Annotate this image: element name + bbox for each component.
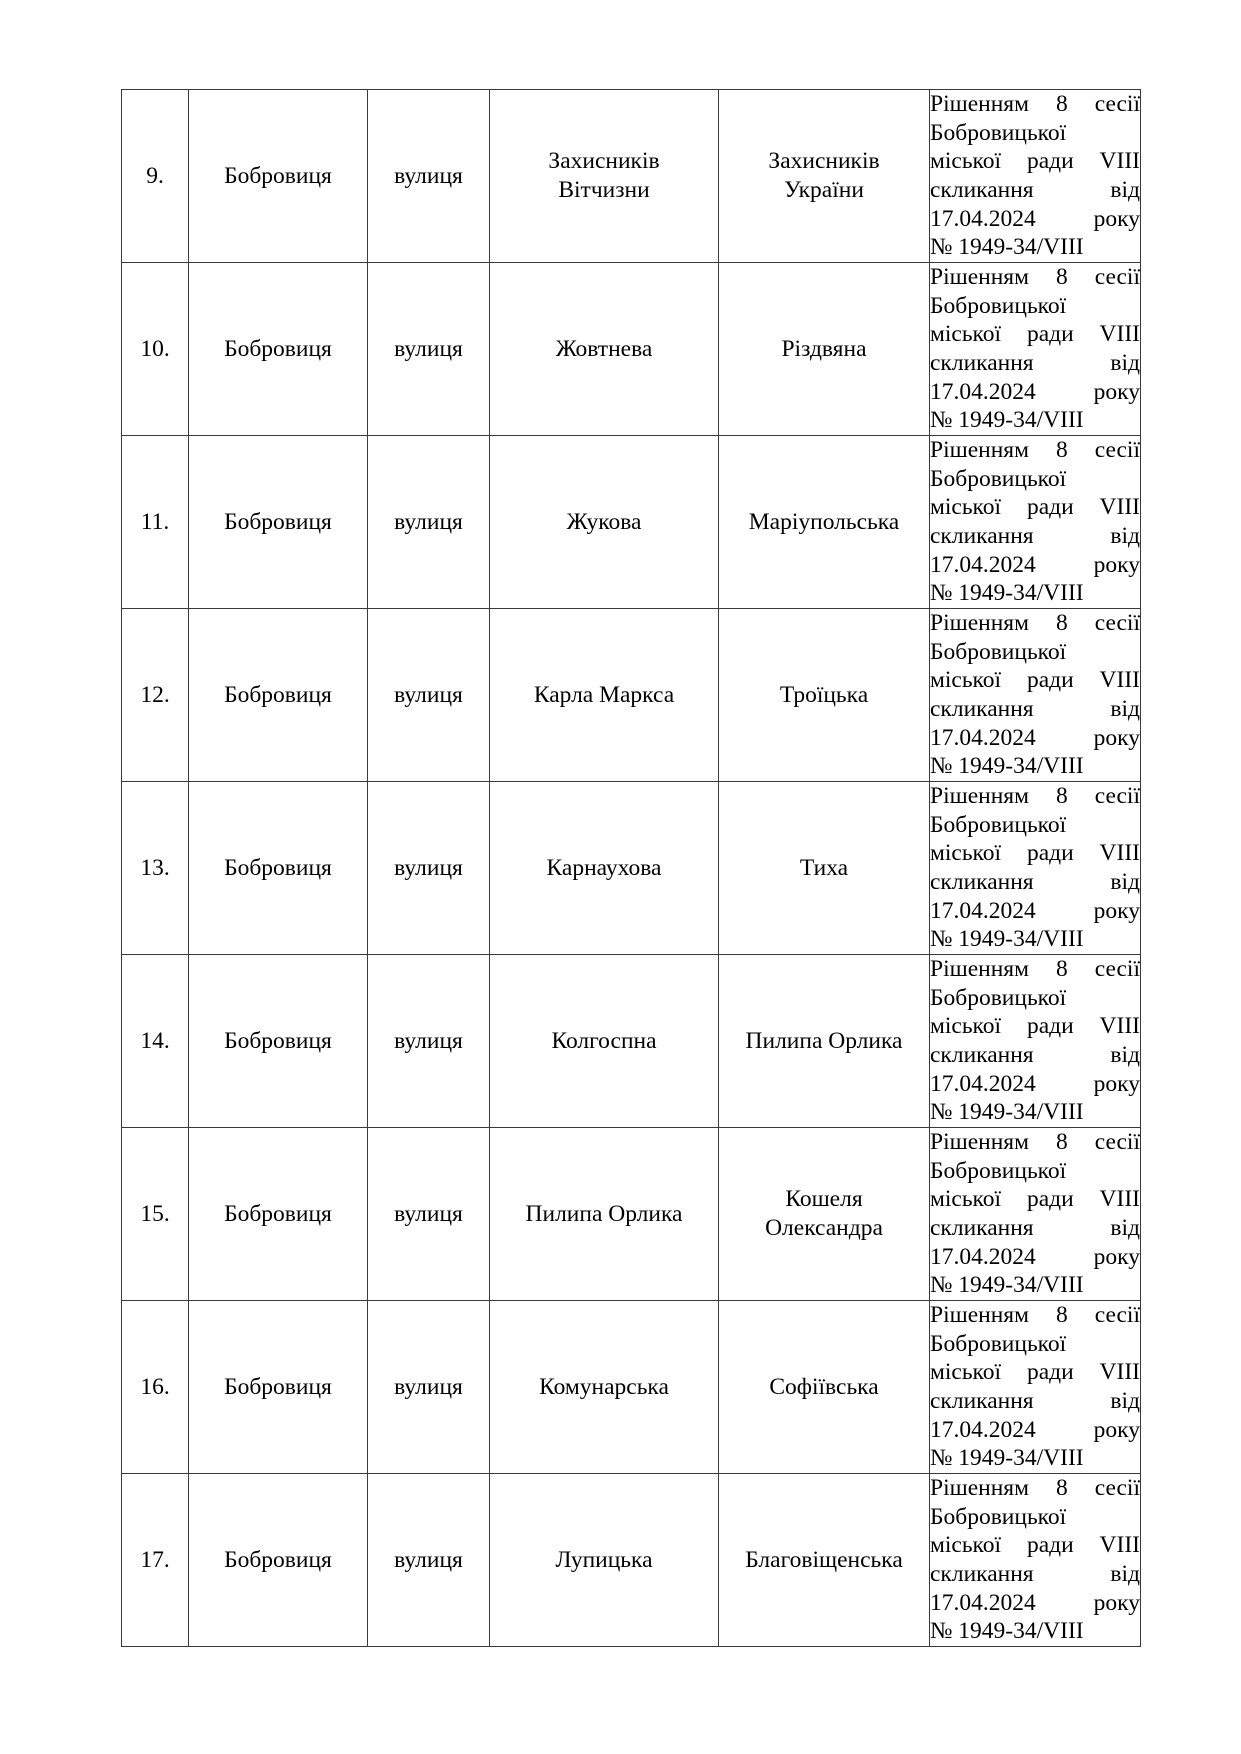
decision-line: скликання від [930, 696, 1140, 722]
object-type: вулиця [368, 782, 490, 955]
decision-line: міської ради VIII [930, 667, 1140, 694]
decision-reference [930, 782, 1141, 955]
decision-reference [930, 1474, 1141, 1647]
table-row [122, 263, 1141, 436]
new-street-name: Благовіщенська [719, 1474, 930, 1647]
new-street-name: Кошеля Олександра [719, 1128, 930, 1301]
decision-line: міської ради VIII [930, 494, 1140, 521]
decision-line: 17.04.2024 року [930, 1589, 1140, 1616]
decision-line: Бобровицької [930, 1330, 1067, 1357]
decision-line: Рішенням 8 сесії [930, 264, 1140, 291]
table-row [122, 955, 1141, 1128]
decision-line: скликання від [930, 869, 1140, 895]
row-number: 10. [122, 263, 189, 436]
new-street-name: Пилипа Орлика [719, 955, 930, 1128]
decision-line: Бобровицької [930, 1157, 1067, 1184]
row-number: 16. [122, 1301, 189, 1474]
decision-line: міської ради VIII [930, 1359, 1140, 1386]
decision-reference [930, 609, 1141, 782]
old-street-name: Карла Маркса [490, 609, 719, 782]
decision-line: 17.04.2024 року [930, 897, 1140, 924]
decision-reference [930, 90, 1141, 263]
decision-line: № 1949-34/VIII [930, 1618, 1084, 1645]
old-street-name: Пилипа Орлика [490, 1128, 719, 1301]
old-street-name: Жукова [490, 436, 719, 609]
decision-line: Рішенням 8 сесії [930, 610, 1140, 637]
table-row [122, 609, 1141, 782]
decision-line: Рішенням 8 сесії [930, 1475, 1140, 1502]
row-number: 13. [122, 782, 189, 955]
new-street-name: Маріупольська [719, 436, 930, 609]
object-type: вулиця [368, 609, 490, 782]
decision-reference [930, 436, 1141, 609]
decision-line: Рішенням 8 сесії [930, 1129, 1140, 1156]
table-row [122, 436, 1141, 609]
decision-line: 17.04.2024 року [930, 205, 1140, 232]
decision-line: 17.04.2024 року [930, 1070, 1140, 1097]
old-street-name: Жовтнева [490, 263, 719, 436]
decision-line: № 1949-34/VIII [930, 926, 1084, 953]
old-street-name: Лупицька [490, 1474, 719, 1647]
decision-line: 17.04.2024 року [930, 1416, 1140, 1443]
decision-line: скликання від [930, 523, 1140, 549]
settlement-name: Бобровиця [189, 263, 368, 436]
decision-reference [930, 263, 1141, 436]
new-street-name: Софіївська [719, 1301, 930, 1474]
old-street-name: Колгоспна [490, 955, 719, 1128]
object-type: вулиця [368, 955, 490, 1128]
decision-reference [930, 1301, 1141, 1474]
decision-line: міської ради VIII [930, 1186, 1140, 1213]
old-street-name: Захисників Вітчизни [490, 90, 719, 263]
decision-line: № 1949-34/VIII [930, 1272, 1084, 1299]
decision-line: Рішенням 8 сесії [930, 1302, 1140, 1329]
new-street-name: Різдвяна [719, 263, 930, 436]
settlement-name: Бобровиця [189, 436, 368, 609]
decision-line: Бобровицької [930, 465, 1067, 492]
decision-line: 17.04.2024 року [930, 551, 1140, 578]
decision-line: Бобровицької [930, 119, 1067, 146]
object-type: вулиця [368, 90, 490, 263]
decision-line: Рішенням 8 сесії [930, 956, 1140, 983]
decision-line: 17.04.2024 року [930, 724, 1140, 751]
decision-reference [930, 955, 1141, 1128]
row-number: 14. [122, 955, 189, 1128]
decision-line: скликання від [930, 350, 1140, 376]
decision-line: № 1949-34/VIII [930, 1445, 1084, 1472]
decision-line: міської ради VIII [930, 840, 1140, 867]
decision-line: міської ради VIII [930, 148, 1140, 175]
decision-line: 17.04.2024 року [930, 378, 1140, 405]
decision-line: міської ради VIII [930, 1532, 1140, 1559]
decision-line: міської ради VIII [930, 1013, 1140, 1040]
object-type: вулиця [368, 1128, 490, 1301]
table-row [122, 1128, 1141, 1301]
decision-line: Бобровицької [930, 1503, 1067, 1530]
decision-line: скликання від [930, 1042, 1140, 1068]
row-number: 17. [122, 1474, 189, 1647]
object-type: вулиця [368, 1474, 490, 1647]
row-number: 11. [122, 436, 189, 609]
settlement-name: Бобровиця [189, 90, 368, 263]
decision-line: Рішенням 8 сесії [930, 91, 1140, 118]
new-street-name: Тиха [719, 782, 930, 955]
row-number: 12. [122, 609, 189, 782]
settlement-name: Бобровиця [189, 1301, 368, 1474]
settlement-name: Бобровиця [189, 1128, 368, 1301]
object-type: вулиця [368, 436, 490, 609]
decision-line: скликання від [930, 1388, 1140, 1414]
decision-line: Бобровицької [930, 811, 1067, 838]
decision-reference [930, 1128, 1141, 1301]
decision-line: Рішенням 8 сесії [930, 437, 1140, 464]
decision-line: Бобровицької [930, 638, 1067, 665]
row-number: 15. [122, 1128, 189, 1301]
decision-line: міської ради VIII [930, 321, 1140, 348]
decision-line: Бобровицької [930, 984, 1067, 1011]
decision-line: № 1949-34/VIII [930, 407, 1084, 434]
table-row [122, 90, 1141, 263]
decision-line: Бобровицької [930, 292, 1067, 319]
table-row [122, 1301, 1141, 1474]
settlement-name: Бобровиця [189, 782, 368, 955]
decision-line: № 1949-34/VIII [930, 234, 1084, 261]
decision-line: Рішенням 8 сесії [930, 783, 1140, 810]
new-street-name: Троїцька [719, 609, 930, 782]
settlement-name: Бобровиця [189, 609, 368, 782]
decision-line: № 1949-34/VIII [930, 1099, 1084, 1126]
decision-line: скликання від [930, 177, 1140, 203]
settlement-name: Бобровиця [189, 1474, 368, 1647]
row-number: 9. [122, 90, 189, 263]
decision-line: 17.04.2024 року [930, 1243, 1140, 1270]
new-street-name: Захисників України [719, 90, 930, 263]
table-body [122, 90, 1141, 1647]
object-type: вулиця [368, 1301, 490, 1474]
table-row [122, 1474, 1141, 1647]
old-street-name: Комунарська [490, 1301, 719, 1474]
settlement-name: Бобровиця [189, 955, 368, 1128]
street-renaming-table [121, 89, 1141, 1647]
object-type: вулиця [368, 263, 490, 436]
decision-line: № 1949-34/VIII [930, 580, 1084, 607]
old-street-name: Карнаухова [490, 782, 719, 955]
decision-line: № 1949-34/VIII [930, 753, 1084, 780]
decision-line: скликання від [930, 1561, 1140, 1587]
table-row [122, 782, 1141, 955]
decision-line: скликання від [930, 1215, 1140, 1241]
